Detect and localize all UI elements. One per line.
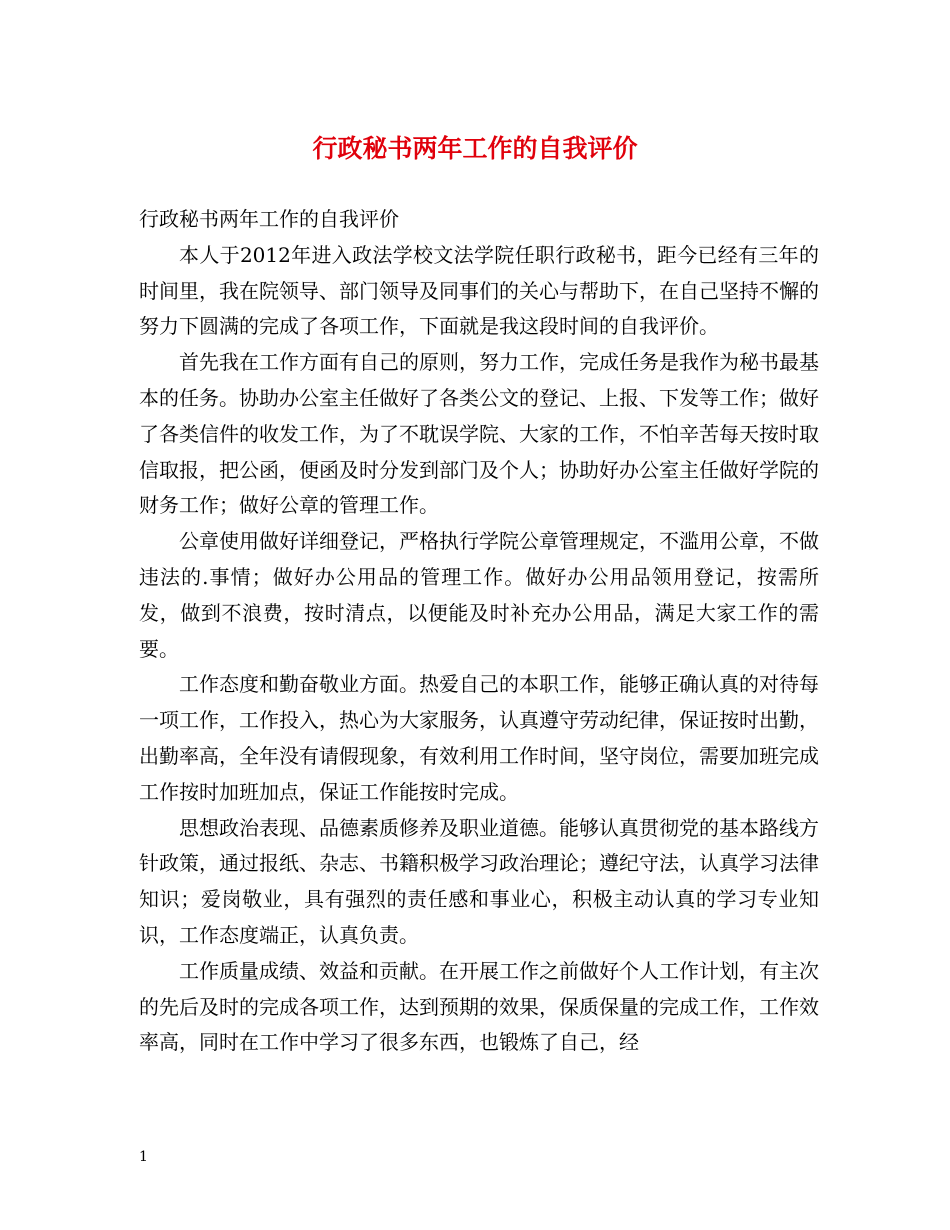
paragraph-3: 公章使用做好详细登记，严格执行学院公章管理规定，不滥用公章，不做违法的.事情；做好办公用品的管理工作。做好办公用品领用登记，按需所发，做到不浪费，按时清点，以便能及时补充办公用品，满足大家工作的需要。	[139, 529, 819, 661]
document-body	[139, 202, 819, 1061]
document-title: 行政秘书两年工作的自我评价	[312, 134, 638, 163]
paragraph-2: 首先我在工作方面有自己的原则，努力工作，完成任务是我作为秘书最基本的任务。协助办公室主任做好了各类公文的登记、上报、下发等工作；做好了各类信件的收发工作，为了不耽误学院、大家的工作，不怕辛苦每天按时取信取报，把公函，便函及时分发到部门及个人；协助好办公室主任做好学院的财务工作；做好公章的管理工作。	[139, 350, 819, 518]
page-number: 1	[139, 1149, 148, 1165]
paragraph-5: 思想政治表现、品德素质修养及职业道德。能够认真贯彻党的基本路线方针政策，通过报纸、杂志、书籍积极学习政治理论；遵纪守法，认真学习法律知识；爱岗敬业，具有强烈的责任感和事业心，积极主动认真的学习专业知识，工作态度端正，认真负责。	[139, 815, 819, 947]
paragraph-4: 工作态度和勤奋敬业方面。热爱自己的本职工作，能够正确认真的对待每一项工作，工作投入，热心为大家服务，认真遵守劳动纪律，保证按时出勤，出勤率高，全年没有请假现象，有效利用工作时间，坚守岗位，需要加班完成工作按时加班加点，保证工作能按时完成。	[139, 672, 819, 804]
document-subtitle: 行政秘书两年工作的自我评价	[139, 207, 399, 231]
paragraph-6: 工作质量成绩、效益和贡献。在开展工作之前做好个人工作计划，有主次的先后及时的完成各项工作，达到预期的效果，保质保量的完成工作，工作效率高，同时在工作中学习了很多东西，也锻炼了自己，经	[139, 958, 819, 1055]
paragraph-1: 本人于2012年进入政法学校文法学院任职行政秘书，距今已经有三年的时间里，我在院领导、部门领导及同事们的关心与帮助下，在自己坚持不懈的努力下圆满的完成了各项工作，下面就是我这段时间的自我评价。	[139, 242, 819, 339]
